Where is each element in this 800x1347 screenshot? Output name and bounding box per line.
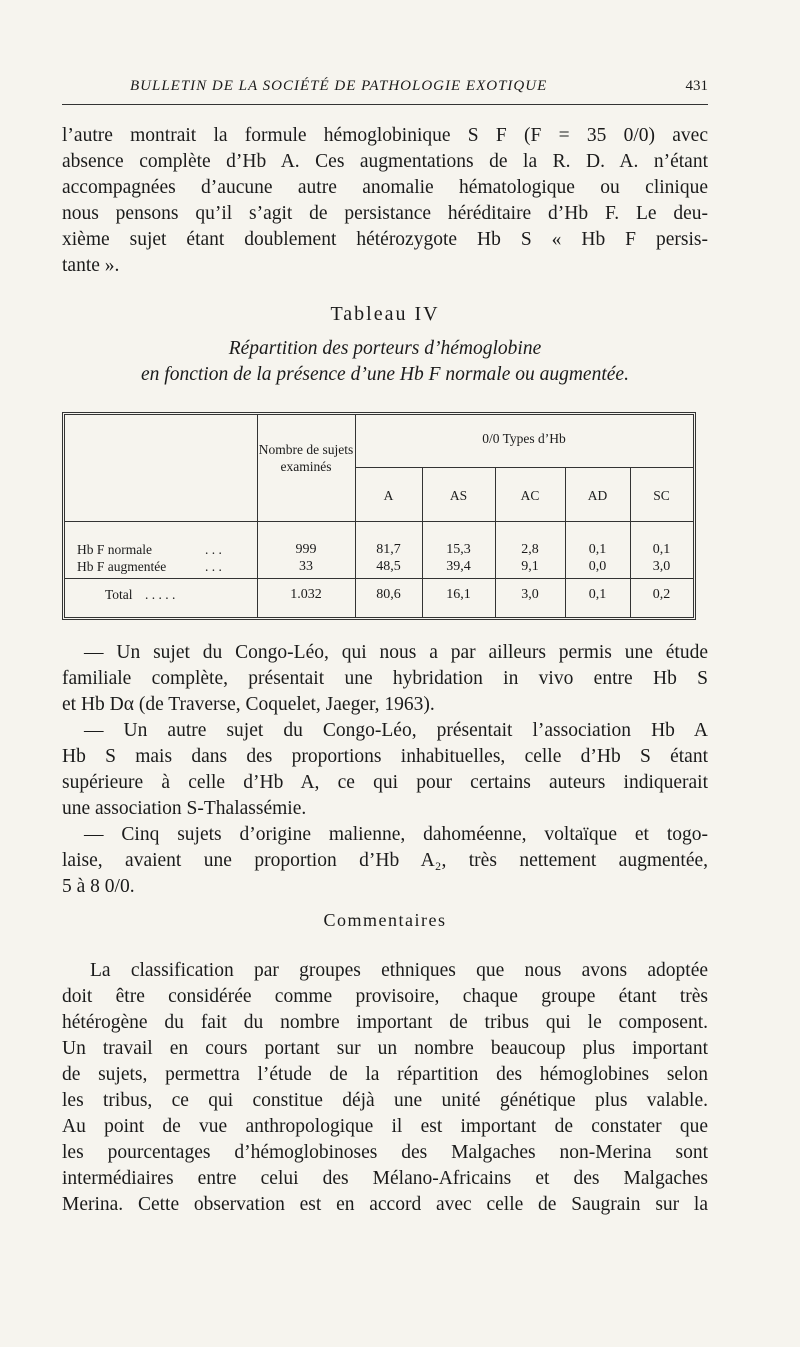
text-line: laise, avaient une proportion d’Hb A₂, très nettement augmentée, (62, 850, 708, 871)
value-cell: 15,3 (446, 542, 471, 557)
value-cell: 0,1 (588, 542, 607, 557)
row-label: Total (105, 587, 133, 602)
text-line: intermédiaires entre celui des Mélano-Africains et des Malgaches (62, 1168, 708, 1189)
table-caption (62, 336, 708, 388)
value-cell: 0,2 (652, 587, 671, 602)
text-line: 5 à 8 0/0. (62, 876, 135, 897)
value-cell: 3,0 (521, 587, 539, 602)
text-line: les tribus, ce qui constitue déjà une unité génétique plus valable. (62, 1090, 708, 1111)
col-header-ad: AD (587, 488, 608, 503)
page-number: 431 (685, 78, 708, 94)
section-title: Commentaires (323, 910, 447, 930)
text-line: — Un autre sujet du Congo-Léo, présentait l’association Hb A (84, 720, 708, 741)
running-header (62, 76, 708, 105)
leader-dots: . . . . . (145, 587, 176, 602)
value-cell: 81,7 (376, 542, 401, 557)
count-cell: 1.032 (290, 587, 322, 602)
findings-paragraph (62, 640, 708, 900)
value-cell: 16,1 (446, 587, 471, 602)
value-cell: 2,8 (521, 542, 539, 557)
journal-title: BULLETIN DE LA SOCIÉTÉ DE PATHOLOGIE EXOTIQUE (130, 78, 548, 94)
count-cell: 33 (299, 559, 313, 574)
value-cell: 0,0 (588, 559, 607, 574)
text-line: La classification par groupes ethniques que nous avons adoptée (90, 960, 708, 981)
text-line: familiale complète, présentait une hybridation in vivo entre Hb S (62, 668, 708, 689)
table-title: Tableau IV (330, 303, 440, 325)
text-line: — Un sujet du Congo-Léo, qui nous a par ailleurs permis une étude (84, 642, 708, 663)
row-label: Hb F normale (77, 542, 152, 557)
text-line: une association S-Thalassémie. (62, 798, 307, 819)
text-line: supérieure à celle d’Hb A, ce qui pour certains auteurs indiquerait (62, 772, 708, 793)
text-line: xième sujet étant doublement hétérozygote Hb S « Hb F persis- (62, 229, 708, 250)
value-cell: 3,0 (652, 559, 671, 574)
caption-line: en fonction de la présence d’une Hb F normale ou augmentée. (141, 364, 629, 385)
text-line: hétérogène du fait du nombre important de tribus qui le composent. (62, 1012, 708, 1033)
text-line: Hb S mais dans des proportions inhabituelles, celle d’Hb S étant (62, 746, 708, 767)
value-cell: 39,4 (446, 559, 471, 574)
text-line: accompagnées d’aucune autre anomalie hématologique ou clinique (62, 177, 708, 198)
text-line: Un travail en cours portant sur un nombre beaucoup plus important (62, 1038, 708, 1059)
text-line: de sujets, permettra l’étude de la répartition des hémoglobines selon (62, 1064, 708, 1085)
value-cell: 80,6 (376, 587, 401, 602)
count-cell: 999 (295, 542, 317, 557)
value-cell: 0,1 (652, 542, 671, 557)
value-cell: 0,1 (588, 587, 607, 602)
intro-paragraph (62, 123, 708, 279)
data-table (62, 412, 696, 620)
text-line: doit être considérée comme provisoire, chaque groupe étant très (62, 986, 708, 1007)
caption-line: Répartition des porteurs d’hémoglobine (228, 338, 542, 359)
header-types: 0/0 Types d’Hb (482, 431, 566, 446)
value-cell: 9,1 (521, 559, 539, 574)
text-line: — Cinq sujets d’origine malienne, dahoméenne, voltaïque et togo- (84, 824, 708, 845)
col-header-as: AS (449, 488, 468, 503)
text-line: nous pensons qu’il s’agit de persistance héréditaire d’Hb F. Le deu- (62, 203, 708, 224)
text-line: les pourcentages d’hémoglobinoses des Malgaches non-Merina sont (62, 1142, 708, 1163)
col-header-a: A (383, 488, 394, 503)
text-line: Au point de vue anthropologique il est important de constater que (62, 1116, 708, 1137)
comments-paragraph (62, 958, 708, 1218)
row-label: Hb F augmentée (77, 559, 167, 574)
text-line: l’autre montrait la formule hémoglobinique S F (F = 35 0/0) avec (62, 125, 708, 146)
col-header-ac: AC (520, 488, 540, 503)
value-cell: 48,5 (376, 559, 401, 574)
leader-dots: . . . (205, 542, 222, 557)
col-header-sc: SC (653, 488, 670, 503)
text-line: tante ». (62, 255, 120, 276)
text-line: absence complète d’Hb A. Ces augmentations de la R. D. A. n’étant (62, 151, 708, 172)
text-line: et Hb Dα (de Traverse, Coquelet, Jaeger, 1963). (62, 694, 435, 715)
leader-dots: . . . (205, 559, 222, 574)
header-count: Nombre de sujets examinés (258, 442, 354, 474)
text-line: Merina. Cette observation est en accord avec celle de Saugrain sur la (62, 1194, 708, 1215)
